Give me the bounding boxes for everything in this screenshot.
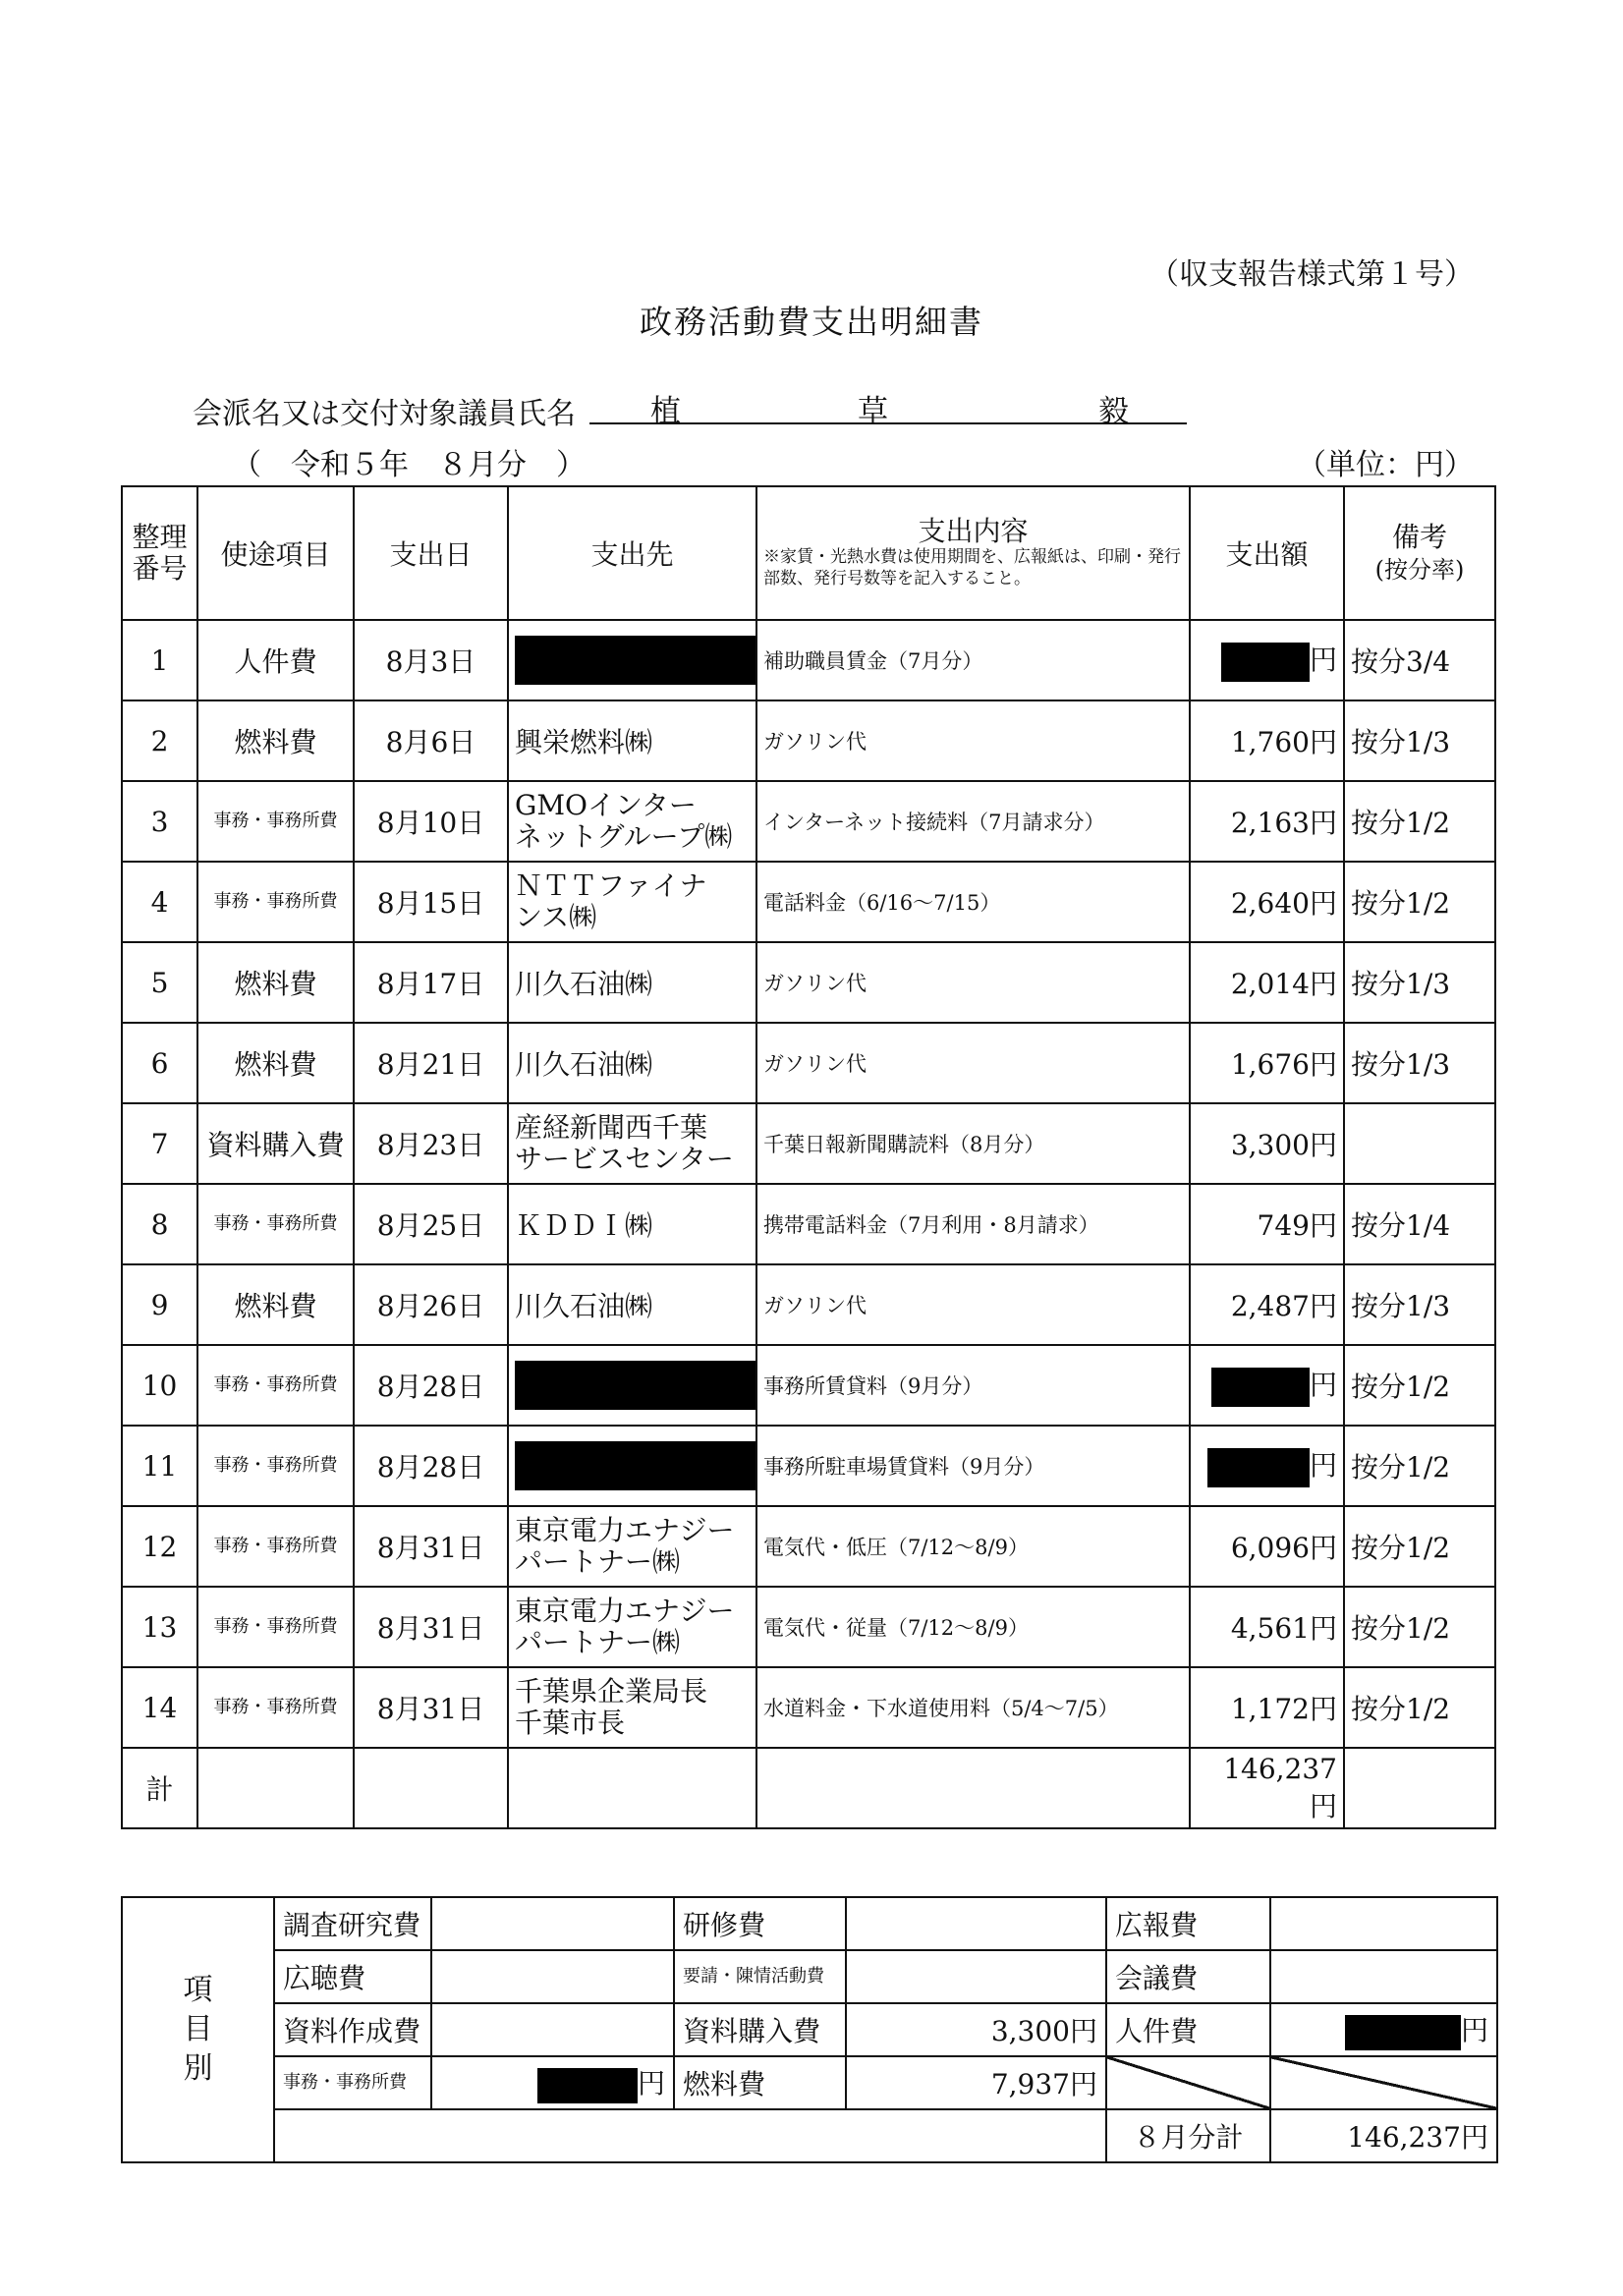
monthly-total-value: 146,237円 [1270, 2109, 1497, 2162]
row-amount [1190, 620, 1344, 700]
row-content: ガソリン代 [756, 700, 1190, 781]
table-row [122, 1587, 1495, 1667]
redaction-block [1211, 1368, 1310, 1407]
row-no: 1 [122, 620, 197, 700]
payee-line: ＫＤＤＩ㈱ [515, 1209, 653, 1242]
summary-blank-diagonal [1270, 2056, 1497, 2109]
row-payee [508, 1184, 756, 1264]
row-payee [508, 942, 756, 1023]
payee-line: ＮＴＴファイナ [515, 869, 707, 902]
row-date: 8月17日 [354, 942, 508, 1023]
header-content: 支出内容 ※家賃・光熱水費は使用期間を、広報紙は、印刷・発行部数、発行号数等を記入すること。 [756, 486, 1190, 620]
row-amount [1190, 700, 1344, 781]
row-no: 10 [122, 1345, 197, 1426]
payee-line: 産経新聞西千葉 [515, 1111, 708, 1144]
row-payee [508, 1023, 756, 1103]
row-payee [508, 1264, 756, 1345]
row-remarks: 按分1/3 [1344, 1264, 1495, 1345]
summary-label-petition: 要請・陳情活動費 [674, 1950, 846, 2003]
payee-line: パートナー㈱ [515, 1626, 681, 1658]
row-payee [508, 700, 756, 781]
row-payee [508, 1667, 756, 1748]
row-category: 事務・事務所費 [197, 1345, 354, 1426]
payee-line: 川久石油㈱ [515, 1048, 653, 1081]
row-date: 8月21日 [354, 1023, 508, 1103]
row-amount [1190, 942, 1344, 1023]
summary-value-personnel: 円 [1270, 2003, 1497, 2056]
amount-text: 749円 [1257, 1209, 1337, 1242]
total-label: 計 [122, 1748, 197, 1828]
row-amount [1190, 1426, 1344, 1506]
row-amount [1190, 781, 1344, 862]
summary-value-office: 円 [431, 2056, 674, 2109]
amount-text: 1,760円 [1230, 726, 1337, 758]
summary-label-meeting: 会議費 [1106, 1950, 1270, 2003]
row-content: 事務所賃貸料（9月分） [756, 1345, 1190, 1426]
row-category: 事務・事務所費 [197, 781, 354, 862]
total-row [122, 1748, 1495, 1828]
document-title: 政務活動費支出明細書 [640, 303, 983, 341]
row-amount [1190, 1587, 1344, 1667]
row-no: 7 [122, 1103, 197, 1184]
table-row [122, 1103, 1495, 1184]
header-amount: 支出額 [1190, 486, 1344, 620]
row-payee [508, 620, 756, 700]
row-date: 8月23日 [354, 1103, 508, 1184]
amount-text: 3,300円 [1230, 1129, 1337, 1161]
amount-text: 2,487円 [1230, 1290, 1337, 1322]
row-category: 資料購入費 [197, 1103, 354, 1184]
row-content: 千葉日報新聞購読料（8月分） [756, 1103, 1190, 1184]
redaction-block [515, 1361, 756, 1410]
row-content: インターネット接続料（7月請求分） [756, 781, 1190, 862]
summary-value-materials-creation [431, 2003, 674, 2056]
row-date: 8月3日 [354, 620, 508, 700]
row-date: 8月28日 [354, 1345, 508, 1426]
member-name-char: 草 [858, 394, 888, 429]
amount-text: 4,561円 [1230, 1612, 1337, 1645]
row-category: 事務・事務所費 [197, 1506, 354, 1587]
summary-label-materials-purchase: 資料購入費 [674, 2003, 846, 2056]
row-category: 燃料費 [197, 700, 354, 781]
row-category: 燃料費 [197, 1023, 354, 1103]
row-remarks: 按分1/2 [1344, 1345, 1495, 1426]
row-payee [508, 781, 756, 862]
row-no: 5 [122, 942, 197, 1023]
payee-line: サービスセンター [515, 1143, 734, 1175]
amount-text: 円 [1309, 644, 1337, 677]
row-payee [508, 1426, 756, 1506]
table-row [122, 862, 1495, 942]
payee-line: ネットグループ㈱ [515, 820, 733, 853]
row-no: 6 [122, 1023, 197, 1103]
table-row [122, 1345, 1495, 1426]
row-no: 3 [122, 781, 197, 862]
row-category: 事務・事務所費 [197, 1667, 354, 1748]
table-row [122, 1023, 1495, 1103]
payee-line: 千葉県企業局長 [515, 1675, 708, 1708]
row-date: 8月31日 [354, 1667, 508, 1748]
row-no: 11 [122, 1426, 197, 1506]
table-row [122, 1426, 1495, 1506]
row-remarks: 按分1/3 [1344, 942, 1495, 1023]
redaction-block [1345, 2015, 1461, 2050]
row-content: 携帯電話料金（7月利用・8月請求） [756, 1184, 1190, 1264]
summary-section-label: 項 目 別 [122, 1897, 274, 2162]
row-no: 14 [122, 1667, 197, 1748]
amount-text: 円 [1309, 1369, 1337, 1402]
report-period: （ 令和５年 ８月分 ） [232, 448, 586, 482]
row-date: 8月26日 [354, 1264, 508, 1345]
amount-text: 2,640円 [1230, 887, 1337, 920]
summary-value-pr [1270, 1897, 1497, 1950]
row-remarks: 按分1/2 [1344, 1587, 1495, 1667]
payee-line: ンス㈱ [515, 901, 597, 933]
row-remarks: 按分1/2 [1344, 1426, 1495, 1506]
row-remarks: 按分1/2 [1344, 781, 1495, 862]
amount-text: 1,676円 [1230, 1048, 1337, 1081]
row-content: 水道料金・下水道使用料（5/4～7/5） [756, 1667, 1190, 1748]
header-no: 整理 番号 [122, 486, 197, 620]
table-row [122, 1184, 1495, 1264]
row-amount [1190, 1103, 1344, 1184]
row-date: 8月6日 [354, 700, 508, 781]
row-content: 電話料金（6/16～7/15） [756, 862, 1190, 942]
member-label: 会派名又は交付対象議員氏名 [193, 397, 576, 431]
redaction-block [1207, 1448, 1310, 1487]
summary-value-petition [846, 1950, 1106, 2003]
table-header-row [122, 486, 1495, 620]
row-category: 事務・事務所費 [197, 1587, 354, 1667]
summary-label-office: 事務・事務所費 [274, 2056, 431, 2109]
header-category: 使途項目 [197, 486, 354, 620]
summary-value-fuel: 7,937円 [846, 2056, 1106, 2109]
row-remarks [1344, 1103, 1495, 1184]
table-row [122, 1667, 1495, 1748]
row-payee [508, 1587, 756, 1667]
table-row [122, 942, 1495, 1023]
table-row [122, 781, 1495, 862]
row-category: 事務・事務所費 [197, 862, 354, 942]
summary-value-research [431, 1897, 674, 1950]
summary-label-pr: 広報費 [1106, 1897, 1270, 1950]
summary-blank-diagonal [1106, 2056, 1270, 2109]
payee-line: 東京電力エナジー [515, 1595, 735, 1627]
header-remarks: 備考 (按分率) [1344, 486, 1495, 620]
row-amount [1190, 1184, 1344, 1264]
amount-text: 6,096円 [1230, 1532, 1337, 1564]
summary-value-meeting [1270, 1950, 1497, 2003]
header-date: 支出日 [354, 486, 508, 620]
row-content: 補助職員賃金（7月分） [756, 620, 1190, 700]
redaction-block [515, 1441, 756, 1490]
row-category: 事務・事務所費 [197, 1426, 354, 1506]
category-summary-table [121, 1896, 1498, 2163]
row-remarks: 按分3/4 [1344, 620, 1495, 700]
payee-line: 川久石油㈱ [515, 968, 653, 1000]
amount-text: 円 [1309, 1449, 1337, 1483]
row-payee [508, 1506, 756, 1587]
row-category: 燃料費 [197, 942, 354, 1023]
row-amount [1190, 1667, 1344, 1748]
amount-text: 1,172円 [1230, 1693, 1337, 1725]
row-content: ガソリン代 [756, 942, 1190, 1023]
row-no: 4 [122, 862, 197, 942]
row-no: 9 [122, 1264, 197, 1345]
row-remarks: 按分1/4 [1344, 1184, 1495, 1264]
summary-label-personnel: 人件費 [1106, 2003, 1270, 2056]
row-no: 2 [122, 700, 197, 781]
row-remarks: 按分1/2 [1344, 862, 1495, 942]
form-number: （収支報告様式第１号） [1149, 257, 1474, 292]
header-payee: 支出先 [508, 486, 756, 620]
row-date: 8月31日 [354, 1587, 508, 1667]
payee-line: GMOインター [515, 789, 697, 821]
row-date: 8月10日 [354, 781, 508, 862]
row-amount [1190, 1264, 1344, 1345]
redaction-block [1221, 643, 1310, 682]
amount-text: 2,014円 [1230, 968, 1337, 1000]
payee-line: パートナー㈱ [515, 1545, 681, 1578]
row-payee [508, 862, 756, 942]
row-content: ガソリン代 [756, 1023, 1190, 1103]
row-payee [508, 1345, 756, 1426]
row-payee [508, 1103, 756, 1184]
table-row [122, 620, 1495, 700]
summary-label-hearing: 広聴費 [274, 1950, 431, 2003]
summary-label-training: 研修費 [674, 1897, 846, 1950]
row-amount [1190, 1023, 1344, 1103]
row-content: 電気代・低圧（7/12～8/9） [756, 1506, 1190, 1587]
row-no: 8 [122, 1184, 197, 1264]
row-remarks: 按分1/3 [1344, 700, 1495, 781]
table-row [122, 1506, 1495, 1587]
row-content: 事務所駐車場賃貸料（9月分） [756, 1426, 1190, 1506]
redaction-block [515, 636, 756, 685]
row-category: 事務・事務所費 [197, 1184, 354, 1264]
row-amount [1190, 1506, 1344, 1587]
monthly-total-label: ８月分計 [1106, 2109, 1270, 2162]
row-date: 8月25日 [354, 1184, 508, 1264]
row-category: 人件費 [197, 620, 354, 700]
unit-label: （単位：円） [1297, 448, 1474, 482]
expense-table [121, 485, 1496, 1829]
summary-label-fuel: 燃料費 [674, 2056, 846, 2109]
table-row [122, 1264, 1495, 1345]
row-remarks: 按分1/2 [1344, 1506, 1495, 1587]
summary-label-materials-creation: 資料作成費 [274, 2003, 431, 2056]
redaction-block [537, 2068, 638, 2103]
payee-line: 千葉市長 [515, 1707, 626, 1739]
row-amount [1190, 862, 1344, 942]
summary-value-training [846, 1897, 1106, 1950]
row-remarks: 按分1/3 [1344, 1023, 1495, 1103]
row-date: 8月28日 [354, 1426, 508, 1506]
row-date: 8月31日 [354, 1506, 508, 1587]
summary-label-research: 調査研究費 [274, 1897, 431, 1950]
member-name-char: 毅 [1098, 394, 1129, 429]
row-no: 12 [122, 1506, 197, 1587]
row-category: 燃料費 [197, 1264, 354, 1345]
row-no: 13 [122, 1587, 197, 1667]
total-amount: 146,237円 [1190, 1748, 1344, 1828]
table-row [122, 700, 1495, 781]
row-amount [1190, 1345, 1344, 1426]
payee-line: 興栄燃料㈱ [515, 726, 653, 758]
row-remarks: 按分1/2 [1344, 1667, 1495, 1748]
summary-value-materials-purchase: 3,300円 [846, 2003, 1106, 2056]
row-date: 8月15日 [354, 862, 508, 942]
payee-line: 東京電力エナジー [515, 1514, 735, 1546]
payee-line: 川久石油㈱ [515, 1290, 653, 1322]
row-content: ガソリン代 [756, 1264, 1190, 1345]
summary-value-hearing [431, 1950, 674, 2003]
amount-text: 2,163円 [1230, 807, 1337, 839]
row-content: 電気代・従量（7/12～8/9） [756, 1587, 1190, 1667]
member-name-char: 植 [650, 394, 681, 429]
